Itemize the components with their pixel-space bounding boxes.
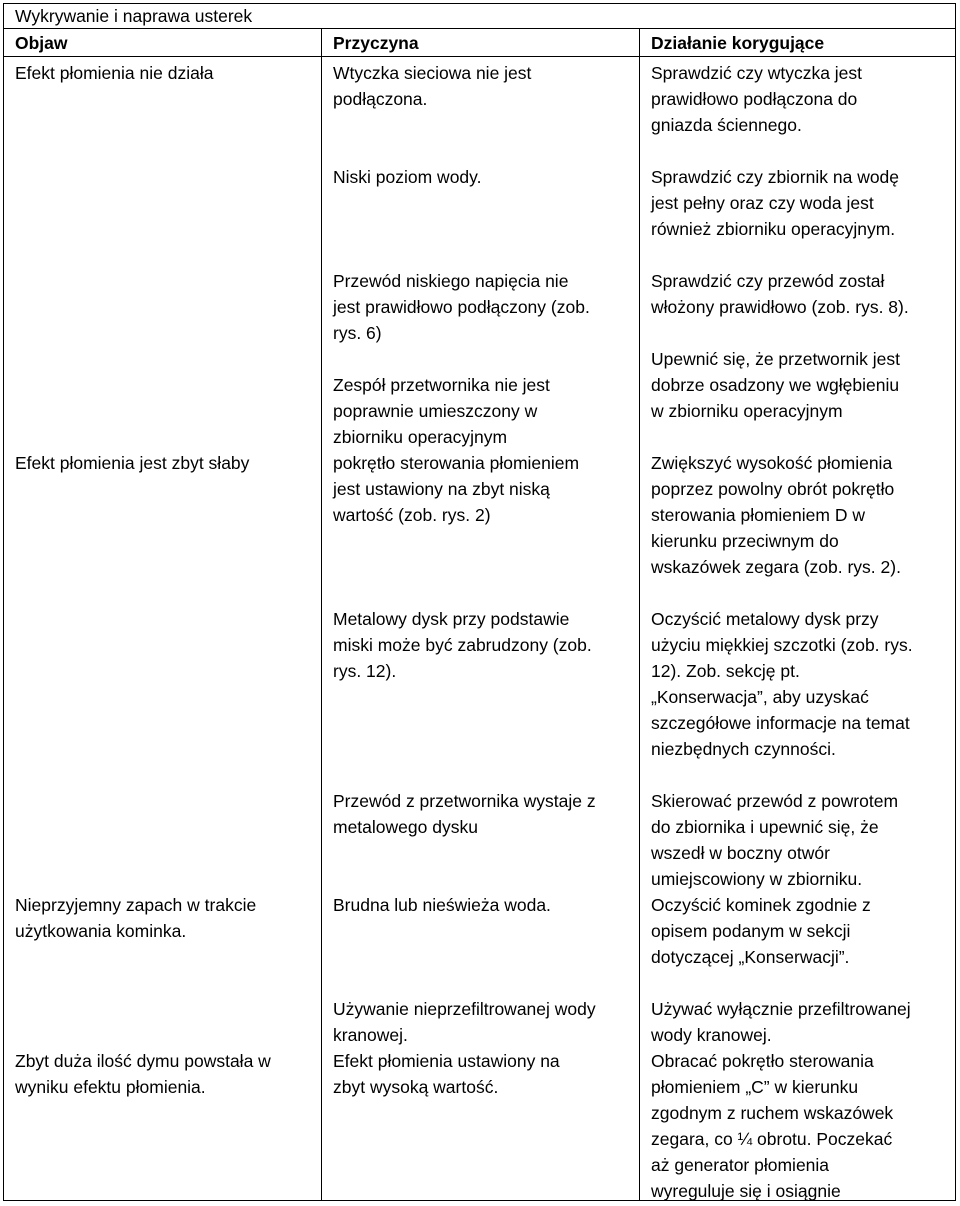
column-divider	[639, 29, 640, 1200]
header-row	[4, 29, 955, 57]
table-title: Wykrywanie i naprawa usterek	[4, 4, 955, 29]
action-cell: Skierować przewód z powrotem do zbiornika i upewnić się, że wszedł w boczny otwór umiejscowiony w zbiorniku.	[651, 791, 899, 889]
action-cell: Obracać pokrętło sterowania płomieniem „C” w kierunku zgodnym z ruchem wskazówek zegara, co ¼ obrotu. Poczekać aż generator płomienia wyreguluje się i osiągnie	[651, 1051, 894, 1201]
action-cell: Upewnić się, że przetwornik jest dobrze osadzony we wgłębieniu w zbiorniku operacyjnym	[651, 349, 900, 421]
action-cell: Używać wyłącznie przefiltrowanej wody kranowej.	[651, 999, 911, 1045]
action-cell: Sprawdzić czy zbiornik na wodę jest pełny oraz czy woda jest również zbiorniku operacyjnym.	[651, 167, 900, 239]
symptom-cell: Efekt płomienia jest zbyt słaby	[15, 453, 250, 473]
action-cell: Sprawdzić czy przewód został włożony prawidłowo (zob. rys. 8).	[651, 271, 909, 317]
symptom-cell: Nieprzyjemny zapach w trakcie użytkowania kominka.	[15, 895, 257, 941]
cause-cell: Niski poziom wody.	[333, 167, 482, 187]
cause-cell: Efekt płomienia ustawiony na zbyt wysoką wartość.	[333, 1051, 560, 1097]
action-cell: Oczyścić kominek zgodnie z opisem podanym w sekcji dotyczącej „Konserwacji”.	[651, 895, 871, 967]
header-cause: Przyczyna	[333, 33, 419, 53]
cause-cell: Zespół przetwornika nie jest poprawnie umieszczony w zbiorniku operacyjnym	[333, 375, 550, 447]
cause-cell: Przewód z przetwornika wystaje z metalowego dysku	[333, 791, 596, 837]
action-cell: Oczyścić metalowy dysk przy użyciu miękkiej szczotki (zob. rys. 12). Zob. sekcję pt. „Konserwacja”, aby uzyskać szczegółowe informacje na temat niezbędnych czynności.	[651, 609, 913, 759]
cause-cell: Używanie nieprzefiltrowanej wody kranowej.	[333, 999, 596, 1045]
column-divider	[321, 29, 322, 1200]
cause-cell: pokrętło sterowania płomieniem jest ustawiony na zbyt niską wartość (zob. rys. 2)	[333, 453, 580, 525]
header-action: Działanie korygujące	[651, 33, 825, 53]
cause-cell: Wtyczka sieciowa nie jest podłączona.	[333, 63, 532, 109]
symptom-cell: Zbyt duża ilość dymu powstała w wyniku efektu płomienia.	[15, 1051, 271, 1097]
header-symptom: Objaw	[15, 33, 68, 53]
cause-cell: Przewód niskiego napięcia nie jest prawidłowo podłączony (zob. rys. 6)	[333, 271, 590, 343]
cause-cell: Brudna lub nieświeża woda.	[333, 895, 551, 915]
symptom-cell: Efekt płomienia nie działa	[15, 63, 214, 83]
action-cell: Zwiększyć wysokość płomienia poprzez powolny obrót pokrętło sterowania płomieniem D w kierunku przeciwnym do wskazówek zegara (zob. rys. 2).	[651, 453, 901, 577]
cause-cell: Metalowy dysk przy podstawie miski może być zabrudzony (zob. rys. 12).	[333, 609, 592, 681]
troubleshooting-table	[3, 3, 956, 1201]
action-cell: Sprawdzić czy wtyczka jest prawidłowo podłączona do gniazda ściennego.	[651, 63, 863, 135]
